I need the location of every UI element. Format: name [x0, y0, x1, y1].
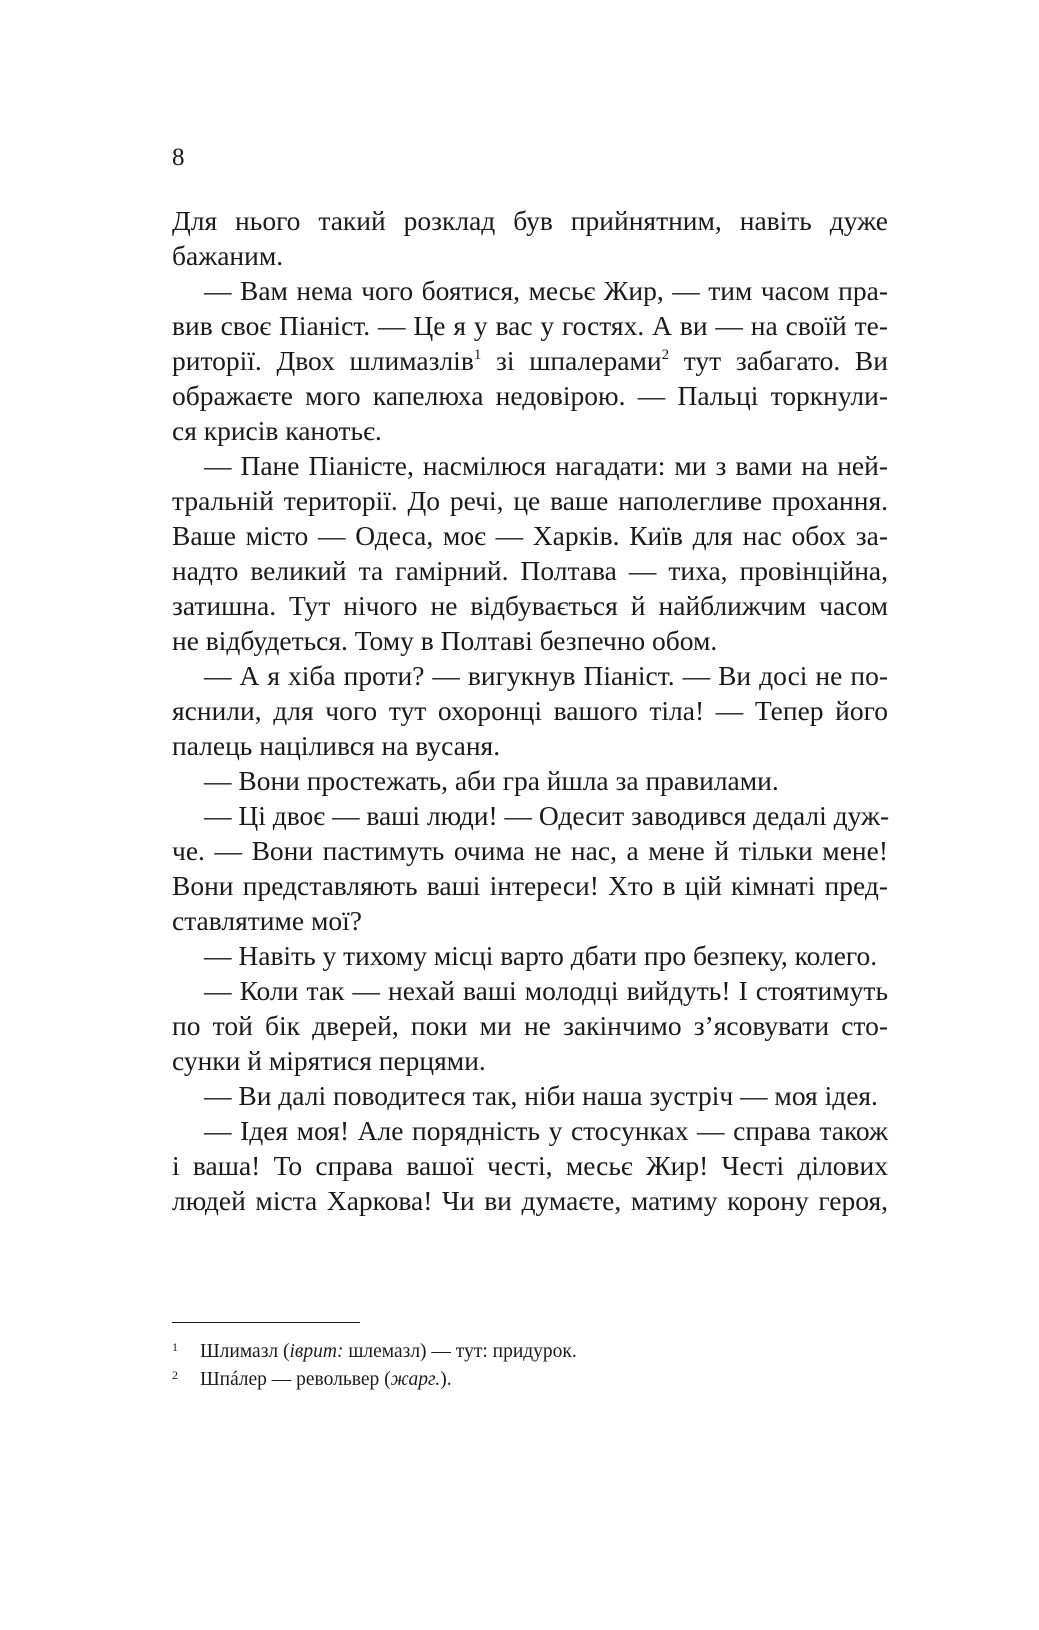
text-line: — Пане Піаністе, насмілюся нагадати: ми з вами на ней-: [204, 450, 888, 481]
text-line: — Вони простежать, аби гра йшла за правилами.: [204, 765, 779, 796]
footnote-term: Шлимазл (: [200, 1341, 290, 1362]
text-line: сунки й мірятися перцями.: [172, 1045, 486, 1076]
footnote-ref-1[interactable]: 1: [473, 347, 482, 363]
text-line: і ваша! То справа вашої честі, месьє Жир! Честі ділових: [172, 1150, 888, 1181]
text-line: яснили, для чого тут охоронці вашого тіла! — Тепер його: [172, 695, 888, 726]
footnote-ref-2[interactable]: 2: [661, 347, 670, 363]
footnotes: [172, 1338, 888, 1394]
text-line: по той бік дверей, поки ми не закінчимо з’ясовувати сто-: [172, 1010, 888, 1041]
text-line: — Вам нема чого боятися, месьє Жир, — тим часом пра-: [204, 275, 888, 306]
text-line: че. — Вони пастимуть очима не нас, а мене й тільки мене!: [172, 835, 888, 866]
text-line: палець націлився на вусаня.: [172, 730, 501, 761]
footnote-definition: ).: [440, 1369, 452, 1390]
footnote-definition: шлемазл) — тут: придурок.: [343, 1341, 577, 1362]
text-line: тральній території. До речі, це ваше наполегливе прохання.: [172, 485, 888, 516]
footnote-1: [172, 1338, 888, 1366]
text-line: [172, 343, 888, 378]
text-line: бажаним.: [172, 240, 284, 271]
page-number: 8: [172, 144, 185, 171]
text-line: Вони представляють ваші інтереси! Хто в цій кімнаті пред-: [172, 870, 888, 901]
footnote-text: [200, 1338, 577, 1366]
text-line: — Ці двоє — ваші люди! — Одесит заводився дедалі дуж-: [204, 800, 890, 831]
text-line: — А я хіба проти? — вигукнув Піаніст. — Ви досі не по-: [204, 660, 888, 691]
text-line: — Коли так — нехай ваші молодці вийдуть! І стоятимуть: [204, 975, 888, 1006]
text-line: — Ви далі поводитеся так, ніби наша зустріч — моя ідея.: [204, 1080, 878, 1111]
text-line: — Ідея моя! Але порядність у стосунках — справа також: [204, 1115, 888, 1146]
text-fragment: риторії. Двох шлимазлів: [172, 345, 474, 376]
text-line: ображаєте мого капелюха недовірою. — Пальці торкнули-: [172, 380, 888, 411]
text-line: не відбудеться. Тому в Полтаві безпечно обом.: [172, 625, 718, 656]
footnote-language: іврит:: [289, 1341, 344, 1362]
text-line: — Навіть у тихому місці варто дбати про безпеку, колего.: [204, 940, 878, 971]
text-line: людей міста Харкова! Чи ви думаєте, матиму корону героя,: [172, 1185, 888, 1216]
footnote-separator: [172, 1322, 360, 1323]
footnote-text: [200, 1366, 452, 1394]
footnote-marker: 2: [172, 1368, 178, 1382]
text-line: надто великий та гамірний. Полтава — тиха, провінційна,: [172, 555, 888, 586]
text-fragment: тут забагато. Ви: [669, 345, 888, 376]
footnote-2: [172, 1366, 888, 1394]
text-line: вив своє Піаніст. — Це я у вас у гостях. А ви — на своїй те-: [172, 310, 888, 341]
body-text: [172, 203, 888, 1218]
footnote-marker: 1: [172, 1340, 178, 1354]
text-fragment: зі шпалерами: [481, 345, 662, 376]
footnote-language: жарг.: [390, 1369, 441, 1390]
text-line: Ваше місто — Одеса, моє — Харків. Київ для нас обох за-: [172, 520, 888, 551]
footnote-term: Шпáлер — револьвер (: [200, 1369, 391, 1390]
text-line: затишна. Тут нічого не відбувається й найближчим часом: [172, 590, 888, 621]
text-line: ся крисів канотьє.: [172, 415, 382, 446]
text-line: Для нього такий розклад був прийнятним, навіть дуже: [172, 205, 888, 236]
text-line: ставлятиме мої?: [172, 905, 362, 936]
